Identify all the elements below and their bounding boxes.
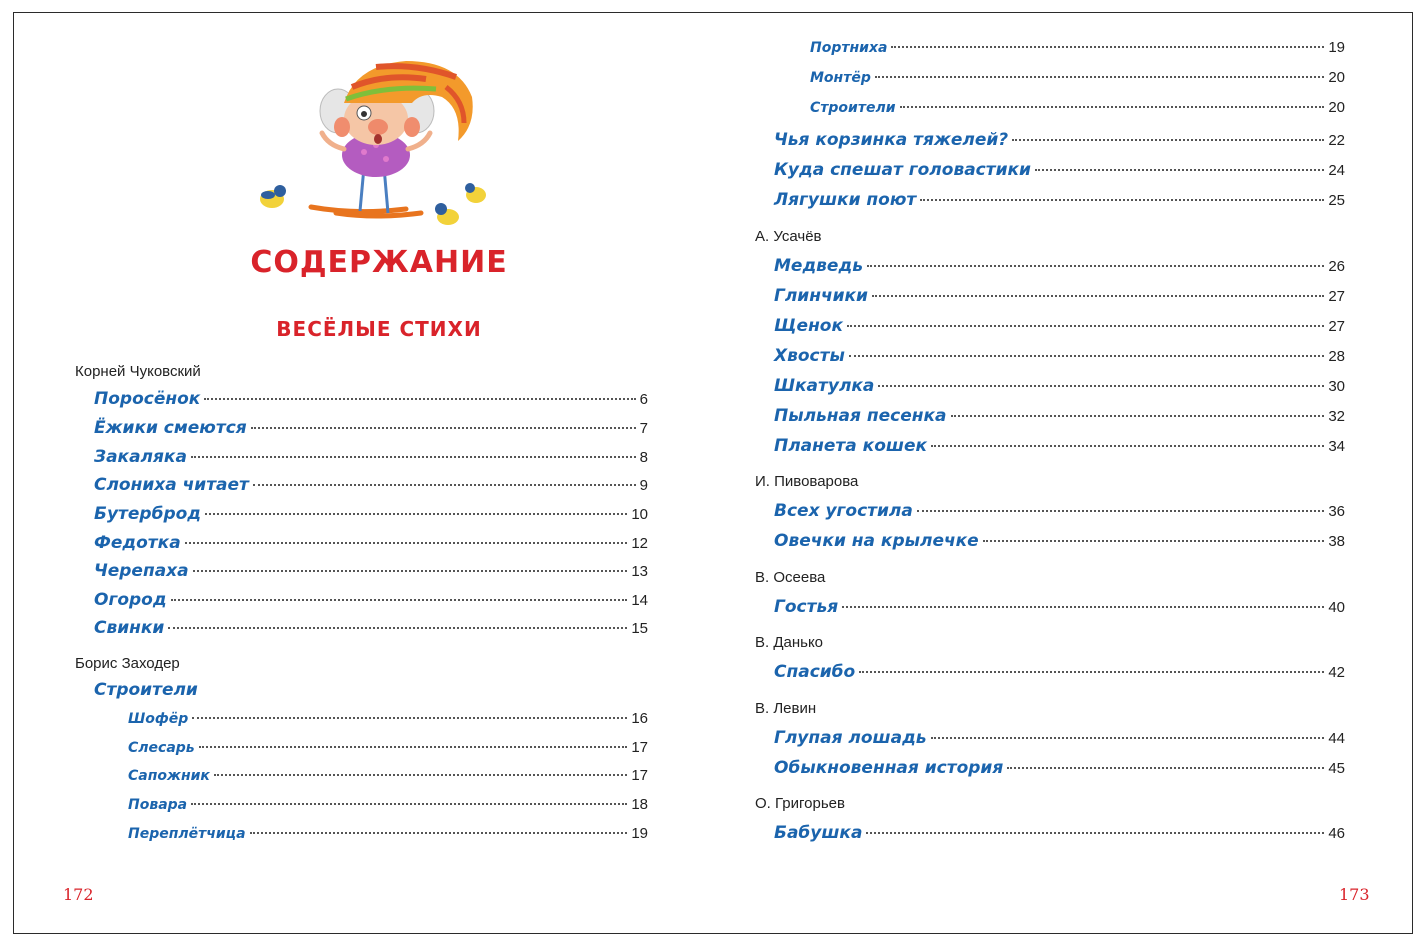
entry-title: Огород — [94, 590, 167, 610]
entry-page: 27 — [1328, 288, 1345, 305]
leader-dots — [193, 570, 628, 572]
toc-entry[interactable] — [774, 346, 1345, 370]
entry-title: Слониха читает — [94, 475, 249, 495]
entry-title: Лягушки поют — [774, 190, 917, 210]
toc-entry[interactable] — [774, 728, 1345, 752]
entry-title: Чья корзинка тяжелей? — [774, 130, 1009, 150]
toc-subentry[interactable] — [810, 69, 1345, 93]
entry-title: Шкатулка — [774, 376, 875, 396]
leader-dots — [951, 415, 1325, 417]
leader-dots — [849, 355, 1324, 357]
toc-entry[interactable] — [774, 286, 1345, 310]
entry-page: 27 — [1328, 318, 1345, 335]
entry-page: 6 — [639, 391, 648, 408]
toc-heading[interactable] — [94, 680, 394, 704]
toc-entry[interactable] — [94, 561, 648, 585]
toc-subentry[interactable] — [128, 710, 648, 734]
leader-dots — [900, 106, 1325, 108]
author-name: В. Левин — [755, 700, 817, 717]
entry-title: Строители — [94, 680, 198, 700]
toc-entry[interactable] — [94, 475, 648, 499]
author-name: В. Данько — [755, 634, 824, 651]
toc-entry[interactable] — [774, 758, 1345, 782]
entry-title: Медведь — [774, 256, 863, 276]
toc-entry[interactable] — [94, 389, 648, 413]
author-name: Корней Чуковский — [75, 363, 201, 380]
entry-page: 45 — [1328, 760, 1345, 777]
leader-dots — [250, 832, 628, 834]
toc-subentry[interactable] — [128, 825, 648, 849]
entry-page: 26 — [1328, 258, 1345, 275]
leader-dots — [866, 832, 1324, 834]
entry-title: Сапожник — [128, 768, 210, 784]
leader-dots — [168, 627, 627, 629]
entry-page: 14 — [631, 592, 648, 609]
entry-title: Планета кошек — [774, 436, 928, 456]
entry-title: Глинчики — [774, 286, 868, 306]
leader-dots — [859, 671, 1324, 673]
entry-title: Поросёнок — [94, 389, 201, 409]
entry-title: Овечки на крылечке — [774, 531, 979, 551]
toc-entry[interactable] — [774, 160, 1345, 184]
entry-title: Хвосты — [774, 346, 845, 366]
entry-page: 22 — [1328, 132, 1345, 149]
leader-dots — [1035, 169, 1324, 171]
entry-page: 19 — [1328, 39, 1345, 56]
toc-entry[interactable] — [94, 447, 648, 471]
entry-title: Обыкновенная история — [774, 758, 1004, 778]
toc-subentry[interactable] — [810, 39, 1345, 63]
entry-page: 32 — [1328, 408, 1345, 425]
toc-entry[interactable] — [94, 590, 648, 614]
leader-dots — [891, 46, 1324, 48]
gnome-illustration — [236, 37, 486, 227]
leader-dots — [847, 325, 1324, 327]
leader-dots — [983, 540, 1325, 542]
entry-page: 7 — [639, 420, 648, 437]
leader-dots — [1007, 767, 1324, 769]
toc-entry[interactable] — [774, 316, 1345, 340]
entry-title: Переплётчица — [128, 826, 246, 842]
entry-page: 34 — [1328, 438, 1345, 455]
entry-page: 28 — [1328, 348, 1345, 365]
entry-page: 9 — [639, 477, 648, 494]
book-spread — [13, 12, 1413, 934]
toc-entry[interactable] — [774, 376, 1345, 400]
leader-dots — [872, 295, 1324, 297]
entry-title: Слесарь — [128, 740, 195, 756]
toc-entry[interactable] — [94, 418, 648, 442]
leader-dots — [192, 717, 627, 719]
entry-page: 46 — [1328, 825, 1345, 842]
right-page — [714, 13, 1414, 933]
leader-dots — [878, 385, 1324, 387]
toc-entry[interactable] — [774, 436, 1345, 460]
entry-page: 20 — [1328, 99, 1345, 116]
entry-page: 20 — [1328, 69, 1345, 86]
entry-title: Глупая лошадь — [774, 728, 927, 748]
toc-entry[interactable] — [774, 662, 1345, 686]
author-name: В. Осеева — [755, 569, 826, 586]
entry-page: 40 — [1328, 599, 1345, 616]
left-page — [14, 13, 714, 933]
entry-page: 44 — [1328, 730, 1345, 747]
toc-subentry[interactable] — [128, 767, 648, 791]
entry-title: Бутерброд — [94, 504, 202, 524]
leader-dots — [931, 737, 1325, 739]
entry-page: 17 — [631, 739, 648, 756]
entry-title: Портниха — [810, 40, 888, 56]
leader-dots — [191, 456, 636, 458]
leader-dots — [205, 513, 627, 515]
leader-dots — [842, 606, 1324, 608]
toc-subentry[interactable] — [128, 739, 648, 763]
leader-dots — [251, 427, 636, 429]
entry-page: 13 — [631, 563, 648, 580]
entry-page: 12 — [631, 535, 648, 552]
entry-page: 8 — [639, 449, 648, 466]
entry-title: Закаляка — [94, 447, 187, 467]
entry-title: Гостья — [774, 597, 839, 617]
leader-dots — [199, 746, 628, 748]
entry-title: Пыльная песенка — [774, 406, 947, 426]
entry-page: 38 — [1328, 533, 1345, 550]
entry-title: Спасибо — [774, 662, 856, 682]
leader-dots — [875, 76, 1324, 78]
entry-title: Щенок — [774, 316, 844, 336]
toc-entry[interactable] — [774, 130, 1345, 154]
section-title: ВЕСЁЛЫЕ СТИХИ — [276, 317, 482, 341]
entry-page: 18 — [631, 796, 648, 813]
entry-page: 42 — [1328, 664, 1345, 681]
leader-dots — [867, 265, 1324, 267]
leader-dots — [191, 803, 627, 805]
entry-page: 36 — [1328, 503, 1345, 520]
entry-title: Повара — [128, 797, 188, 813]
author-name: А. Усачёв — [755, 228, 822, 245]
toc-entry[interactable] — [774, 190, 1345, 214]
leader-dots — [171, 599, 628, 601]
entry-page: 19 — [631, 825, 648, 842]
entry-page: 17 — [631, 767, 648, 784]
toc-entry[interactable] — [774, 406, 1345, 430]
toc-entry[interactable] — [774, 256, 1345, 280]
entry-title: Бабушка — [774, 823, 863, 843]
entry-page: 30 — [1328, 378, 1345, 395]
toc-entry[interactable] — [94, 618, 648, 642]
leader-dots — [185, 542, 628, 544]
toc-entry[interactable] — [94, 504, 648, 528]
toc-entry[interactable] — [774, 531, 1345, 555]
entry-title: Свинки — [94, 618, 165, 638]
leader-dots — [214, 774, 627, 776]
author-name: И. Пивоварова — [755, 473, 859, 490]
page-title: СОДЕРЖАНИЕ — [250, 245, 508, 280]
entry-page: 15 — [631, 620, 648, 637]
leader-dots — [917, 510, 1324, 512]
leader-dots — [1012, 139, 1324, 141]
toc-entry[interactable] — [774, 823, 1345, 847]
page-number-left: 172 — [63, 885, 94, 904]
toc-entry[interactable] — [774, 501, 1345, 525]
entry-title: Черепаха — [94, 561, 189, 581]
entry-page: 24 — [1328, 162, 1345, 179]
entry-title: Шофёр — [128, 711, 189, 727]
leader-dots — [931, 445, 1324, 447]
leader-dots — [920, 199, 1324, 201]
entry-title: Монтёр — [810, 70, 871, 86]
entry-title: Всех угостила — [774, 501, 913, 521]
leader-dots — [253, 484, 636, 486]
toc-entry[interactable] — [94, 533, 648, 557]
author-name: О. Григорьев — [755, 795, 845, 812]
entry-page: 25 — [1328, 192, 1345, 209]
entry-title: Ёжики смеются — [94, 418, 247, 438]
toc-subentry[interactable] — [810, 99, 1345, 123]
entry-title: Куда спешат головастики — [774, 160, 1031, 180]
author-name: Борис Заходер — [75, 655, 180, 672]
entry-title: Федотка — [94, 533, 181, 553]
entry-page: 16 — [631, 710, 648, 727]
page-number-right: 173 — [1339, 885, 1370, 904]
leader-dots — [204, 398, 635, 400]
toc-subentry[interactable] — [128, 796, 648, 820]
entry-page: 10 — [631, 506, 648, 523]
entry-title: Строители — [810, 100, 896, 116]
toc-entry[interactable] — [774, 597, 1345, 621]
